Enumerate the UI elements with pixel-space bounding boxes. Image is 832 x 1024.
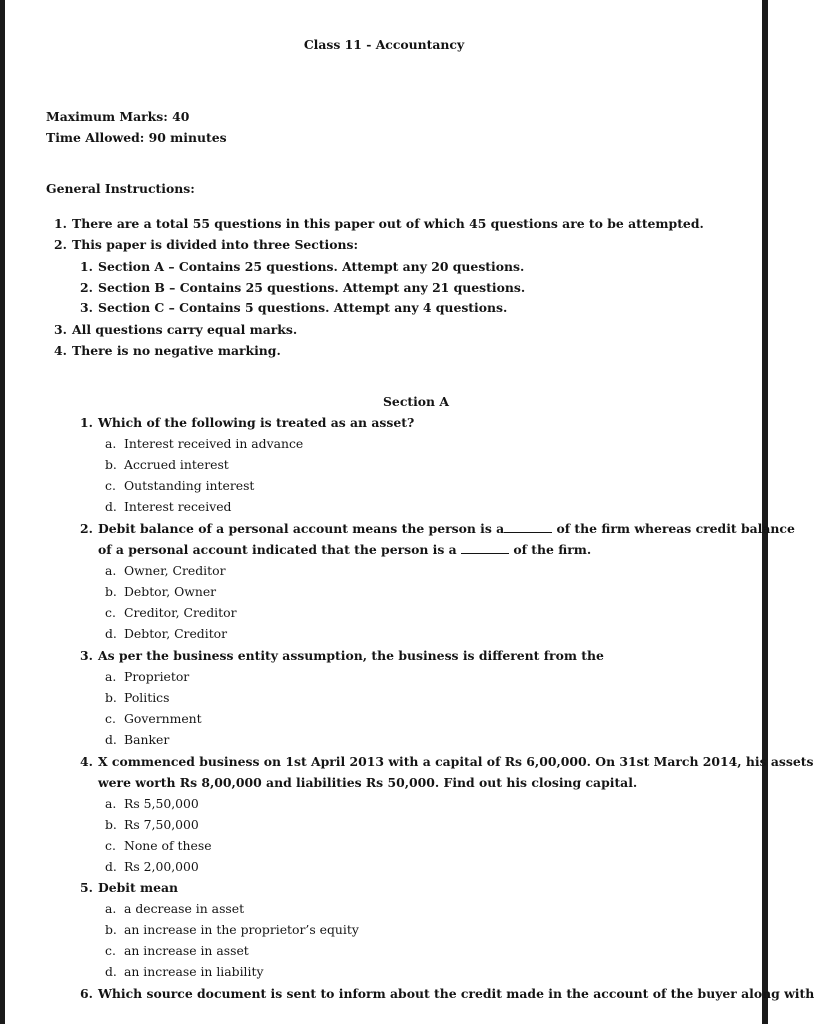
question-number: 1. [80,415,93,430]
instruction-item: This paper is divided into three Sections: [72,237,359,252]
question-text: Which source document is sent to inform about the credit made in the account of the buyer along with [98,986,815,1001]
question-number: 4. [80,754,93,769]
option-text: Banker [124,732,170,747]
instruction-number: 4. [54,343,67,358]
option-text: Owner, Creditor [124,563,226,578]
option-text: None of these [124,838,212,853]
question-text-part4: of the firm. [513,542,592,557]
answer-blank [504,522,552,533]
instruction-number: 2. [54,237,67,252]
option-letter: d. [105,859,117,874]
option-letter: a. [105,669,117,684]
option-letter: a. [105,796,117,811]
option-letter: c. [105,605,116,620]
option-text: an increase in the proprietor’s equity [124,922,359,937]
general-instructions-heading: General Instructions: [46,181,195,196]
question-number: 6. [80,986,93,1001]
option-text: an increase in asset [124,943,249,958]
option-text: Rs 5,50,000 [124,796,199,811]
instruction-number: 3. [54,322,67,337]
option-letter: d. [105,732,117,747]
right-border [762,0,768,1024]
option-letter: d. [105,499,117,514]
option-text: Proprietor [124,669,190,684]
instruction-item: All questions carry equal marks. [72,322,298,337]
option-letter: c. [105,943,116,958]
question-text-part2: of the firm whereas credit balance [556,521,795,536]
option-text: Politics [124,690,170,705]
option-letter: a. [105,436,117,451]
option-letter: c. [105,838,116,853]
question-text: X commenced business on 1st April 2013 with a capital of Rs 6,00,000. On 31st March 2014, his assets [98,754,814,769]
option-letter: a. [105,901,117,916]
option-letter: b. [105,817,117,832]
section-list-number: 2. [80,280,93,295]
question-text-line2: were worth Rs 8,00,000 and liabilities Rs 50,000. Find out his closing capital. [98,775,638,790]
section-list-item: Section A – Contains 25 questions. Attempt any 20 questions. [98,259,525,274]
option-letter: b. [105,922,117,937]
answer-blank [461,543,509,554]
option-text: Accrued interest [124,457,229,472]
page-title: Class 11 - Accountancy [303,37,465,52]
option-letter: c. [105,478,116,493]
option-text: Interest received [124,499,232,514]
question-text: Which of the following is treated as an asset? [98,415,415,430]
option-text: Creditor, Creditor [124,605,237,620]
option-text: Rs 7,50,000 [124,817,199,832]
question-number: 3. [80,648,93,663]
section-list-number: 3. [80,300,93,315]
section-list-number: 1. [80,259,93,274]
max-marks: Maximum Marks: 40 [46,109,190,124]
question-number: 2. [80,521,93,536]
option-letter: b. [105,690,117,705]
option-text: Outstanding interest [124,478,255,493]
option-text: a decrease in asset [124,901,245,916]
question-text: Debit mean [98,880,179,895]
option-letter: b. [105,584,117,599]
left-border [0,0,5,1024]
section-list-item: Section B – Contains 25 questions. Attempt any 21 questions. [98,280,526,295]
time-allowed: Time Allowed: 90 minutes [46,130,227,145]
question-text-line1 [98,521,795,537]
option-text: Debtor, Owner [124,584,217,599]
option-letter: d. [105,964,117,979]
option-letter: b. [105,457,117,472]
question-text: As per the business entity assumption, the business is different from the [98,648,604,663]
instruction-item: There are a total 55 questions in this paper out of which 45 questions are to be attempted. [72,216,704,231]
question-number: 5. [80,880,93,895]
option-text: Rs 2,00,000 [124,859,199,874]
question-text-part1: Debit balance of a personal account means the person is a [98,521,505,536]
question-text-part3: of a personal account indicated that the person is a [98,542,457,557]
instruction-number: 1. [54,216,67,231]
instruction-item: There is no negative marking. [72,343,281,358]
option-text: Debtor, Creditor [124,626,228,641]
question-text-line2 [98,542,591,558]
option-text: Interest received in advance [124,436,304,451]
option-text: an increase in liability [124,964,264,979]
section-a-heading: Section A [382,394,449,409]
option-letter: d. [105,626,117,641]
option-letter: a. [105,563,117,578]
option-text: Government [124,711,202,726]
section-list-item: Section C – Contains 5 questions. Attempt any 4 questions. [98,300,508,315]
option-letter: c. [105,711,116,726]
